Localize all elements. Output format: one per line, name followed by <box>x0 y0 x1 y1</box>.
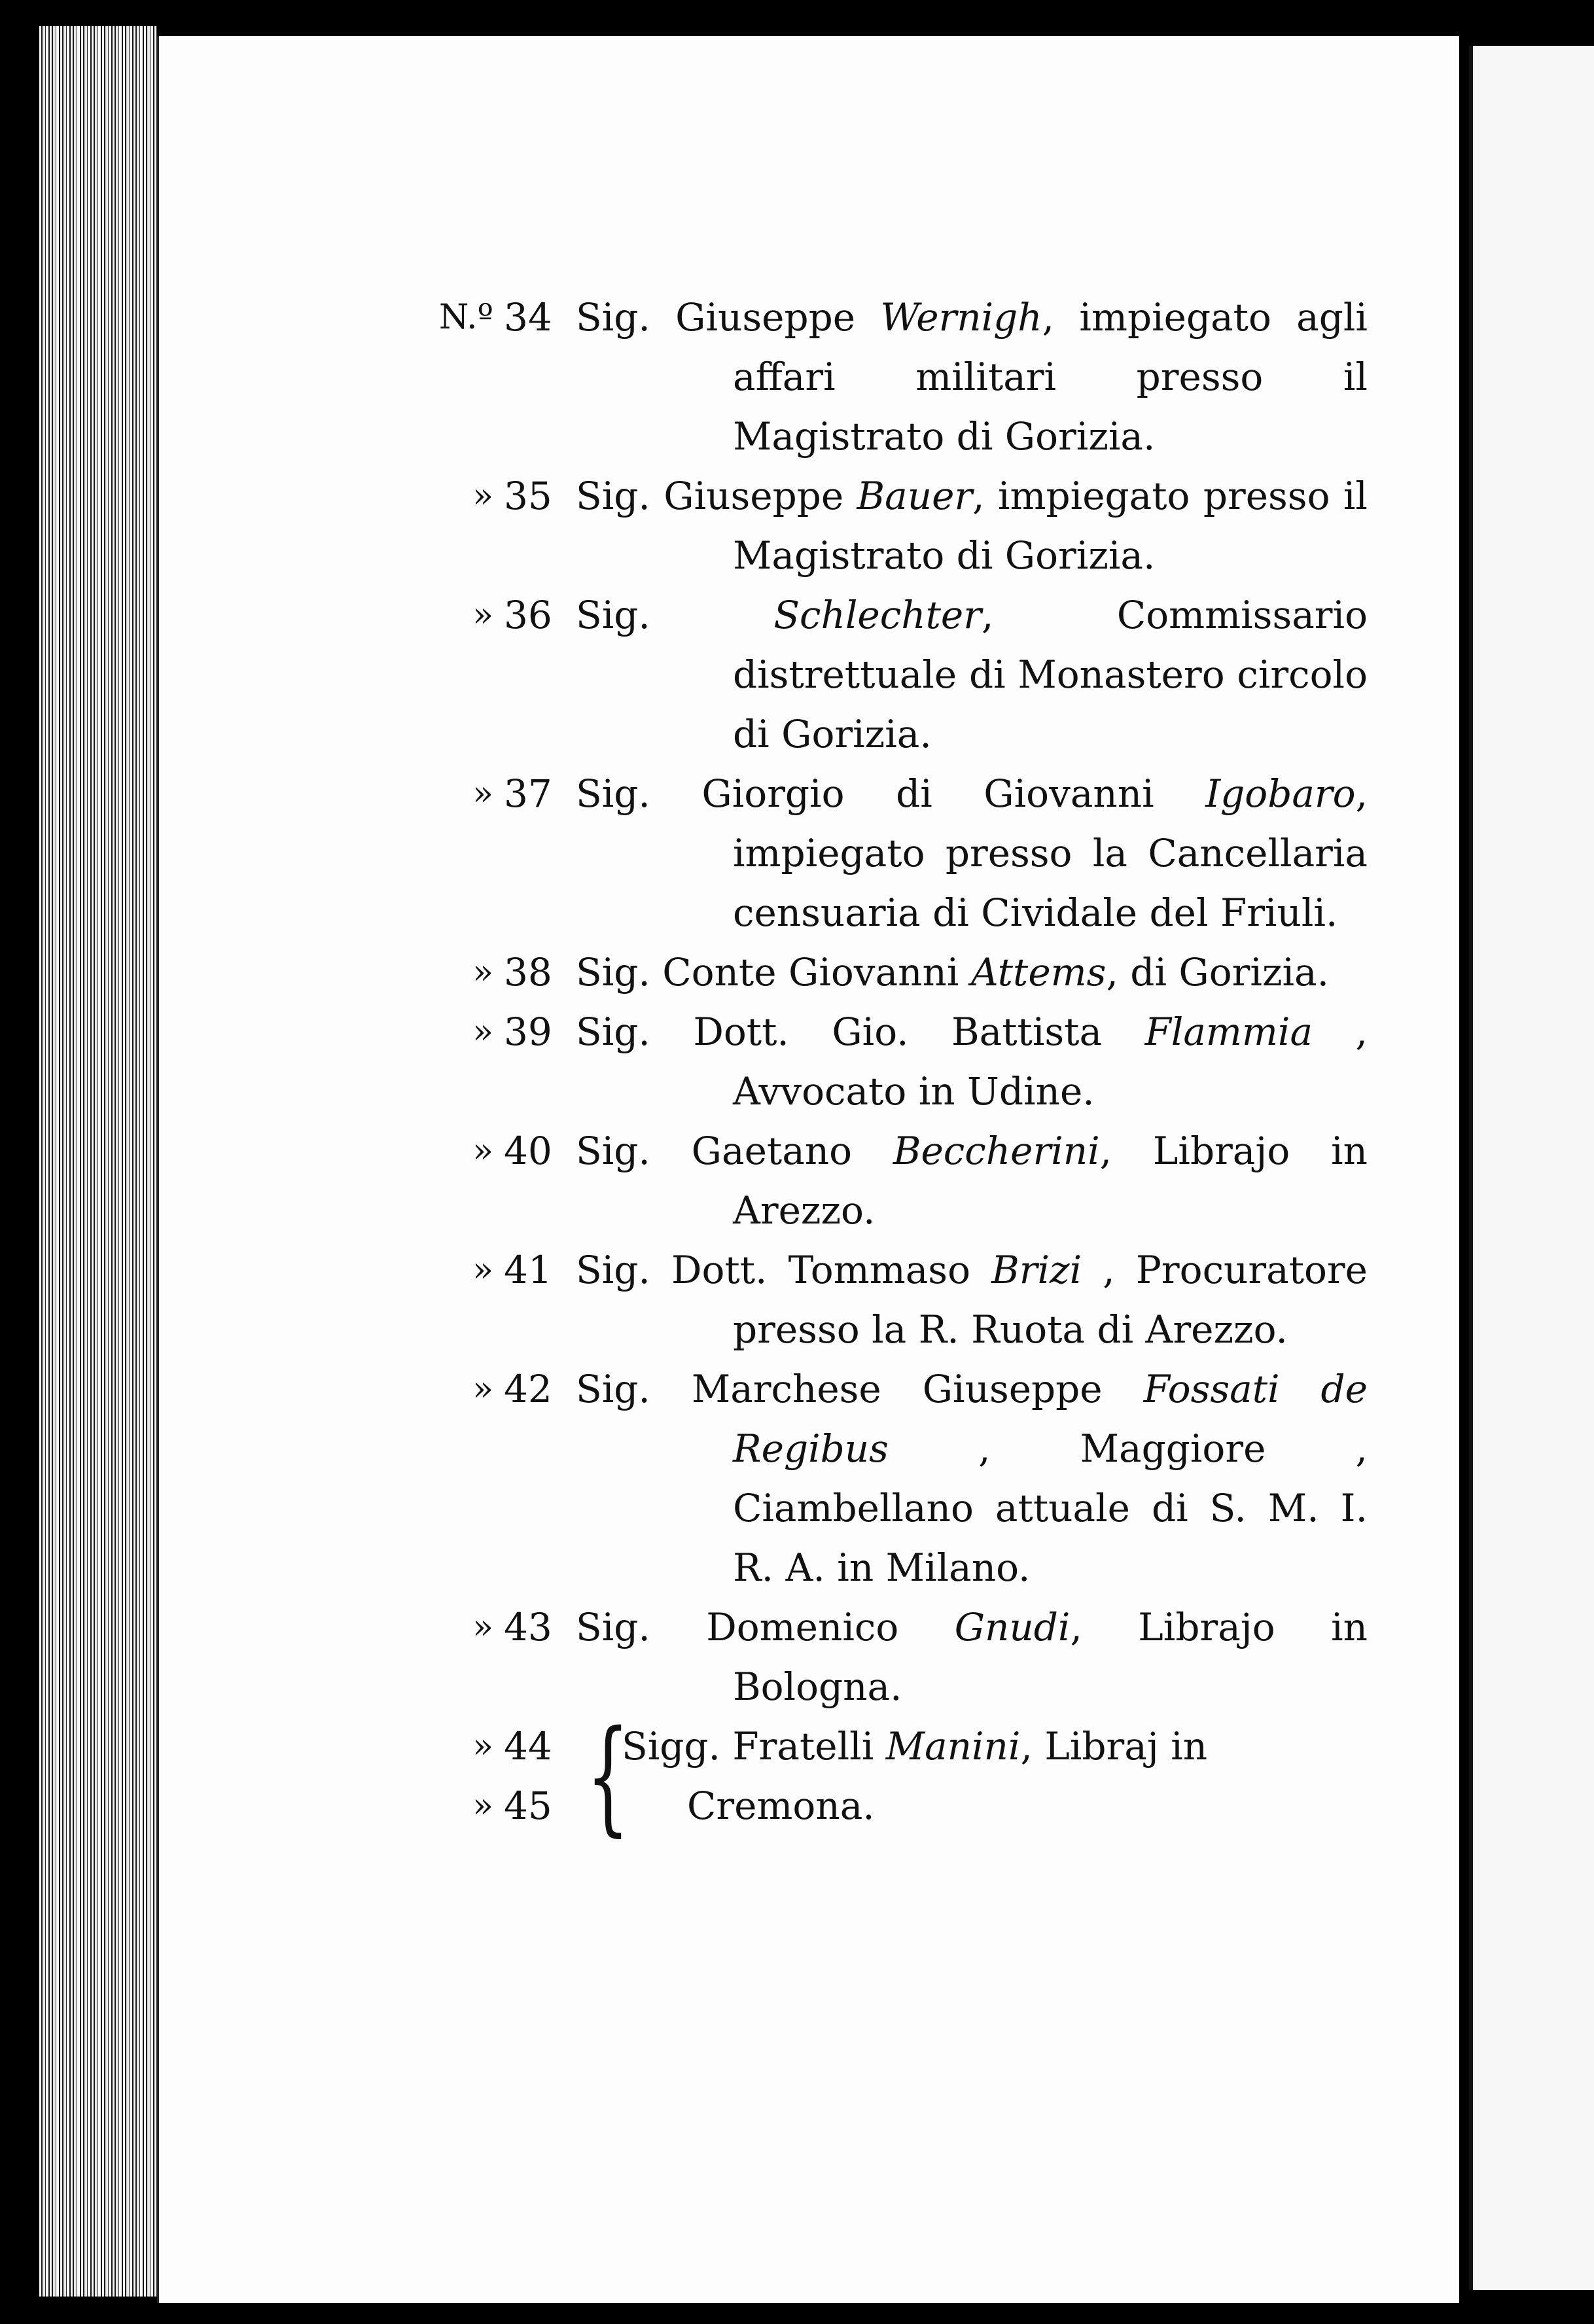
entry-marker: » <box>472 1786 493 1825</box>
entry-number: 38 <box>504 950 552 995</box>
entry-text <box>576 943 1368 1002</box>
entry-text-pre: Sig. Gaetano <box>576 1129 893 1173</box>
entry-marker: » <box>472 595 493 635</box>
list-entry <box>438 1360 1368 1598</box>
entry-text-pre: Sig. Giorgio di Giovanni <box>576 771 1206 816</box>
list-entry <box>438 1121 1368 1241</box>
entry-marker: » <box>472 1012 493 1051</box>
entry-number: 41 <box>504 1248 552 1292</box>
entry-text-pre: Sig. Giuseppe <box>576 474 857 518</box>
entry-number: 42 <box>504 1367 552 1411</box>
entry-text-post: , impiegato presso il Magistrato di Gorizia. <box>733 474 1368 578</box>
list-entry-44-45 <box>438 1704 1368 1848</box>
list-entry <box>438 1002 1368 1121</box>
entry-marker: N.º <box>438 298 493 337</box>
entry-text-pre: Sig. Marchese Giuseppe <box>576 1367 1144 1411</box>
entry-marker: » <box>472 1369 493 1409</box>
list-entry <box>438 943 1368 1002</box>
entry-text-pre: Sig. Dott. Tommaso <box>576 1248 992 1292</box>
curly-brace: { <box>586 1704 630 1848</box>
entry-marker: » <box>472 476 493 516</box>
list-entry <box>438 467 1368 586</box>
entry-number: 37 <box>504 771 552 816</box>
entry-text-post: , Libraj in <box>1020 1724 1208 1769</box>
entry-text-pre: Sigg. Fratelli <box>622 1724 886 1769</box>
entry-markers <box>438 1717 504 1836</box>
entry-surname: Attems <box>970 950 1107 995</box>
adjacent-page-edge <box>1469 46 1594 2290</box>
entry-line <box>622 1717 1368 1776</box>
entry-text-post: , Avvocato in Udine. <box>733 1010 1368 1114</box>
entry-text-pre: Sig. Dott. Gio. Battista <box>576 1010 1145 1054</box>
entry-marker: » <box>472 774 493 813</box>
entry-number: 34 <box>504 295 552 340</box>
list-entry <box>438 764 1368 943</box>
entry-text-post: , Librajo in Bologna. <box>733 1605 1368 1709</box>
entry-text-pre: Sig. Giuseppe <box>576 295 881 340</box>
entry-number: 40 <box>504 1129 552 1173</box>
entry-number: 39 <box>504 1010 552 1054</box>
entry-text-post: , impiegato presso la Cancellaria censuaria di Cividale del Friuli. <box>733 771 1368 935</box>
entry-surname: Manini <box>885 1724 1021 1769</box>
entry-text <box>576 467 1368 586</box>
list-entry <box>438 1598 1368 1717</box>
entry-text <box>576 1360 1368 1598</box>
entry-text <box>576 1002 1368 1121</box>
entry-number: 36 <box>504 593 552 637</box>
entry-text <box>576 764 1368 943</box>
entry-number: 44 <box>504 1724 552 1769</box>
entry-marker: » <box>472 1131 493 1171</box>
list-entry <box>438 1241 1368 1360</box>
entry-surname: Igobaro <box>1205 771 1356 816</box>
entry-text-post: , Commissario distrettuale di Monastero circolo di Gorizia. <box>733 593 1368 756</box>
entry-number: 45 <box>504 1784 552 1828</box>
entry-text-post: , Librajo in Arezzo. <box>733 1129 1368 1233</box>
entry-numbers <box>504 1717 576 1836</box>
subscriber-list <box>438 288 1368 1848</box>
entry-marker: » <box>472 1608 493 1647</box>
entry-surname: Wernigh <box>880 295 1042 340</box>
entry-text <box>576 1241 1368 1360</box>
entry-surname: Gnudi <box>954 1605 1071 1649</box>
entry-text <box>576 586 1368 764</box>
entry-text-post: , di Gorizia. <box>1106 950 1330 995</box>
entry-surname: Bauer <box>857 474 973 518</box>
entry-text-pre: Sig. Conte Giovanni <box>576 950 971 995</box>
entry-text-post: , Procuratore presso la R. Ruota di Arezzo. <box>733 1248 1368 1352</box>
book-page-edges <box>39 26 157 2297</box>
entry-text-pre: Sig. Domenico <box>576 1605 955 1649</box>
entry-number: 35 <box>504 474 552 518</box>
entry-text-post: , Maggiore , Ciambellano attuale di S. M. I. R. A. in Milano. <box>733 1426 1368 1590</box>
entry-text <box>576 1598 1368 1717</box>
entry-marker: » <box>472 953 493 992</box>
list-entry <box>438 586 1368 764</box>
entry-text <box>576 288 1368 467</box>
entry-surname: Flammia <box>1144 1010 1313 1054</box>
entry-surname: Beccherini <box>893 1129 1100 1173</box>
entry-number: 43 <box>504 1605 552 1649</box>
entry-text-pre: Sig. <box>576 593 774 637</box>
entry-surname: Brizi <box>991 1248 1082 1292</box>
entry-text-post: , impiegato agli affari militari presso il Magistrato di Gorizia. <box>733 295 1368 459</box>
entry-surname: Schlechter <box>773 593 982 637</box>
entry-marker: » <box>472 1727 493 1766</box>
list-entry <box>438 288 1368 467</box>
entry-surname: Fossati de Regibus <box>733 1367 1368 1471</box>
entry-text <box>576 1121 1368 1241</box>
entry-marker: » <box>472 1250 493 1290</box>
entry-line: Cremona. <box>687 1784 875 1828</box>
entry-text <box>622 1717 1368 1836</box>
